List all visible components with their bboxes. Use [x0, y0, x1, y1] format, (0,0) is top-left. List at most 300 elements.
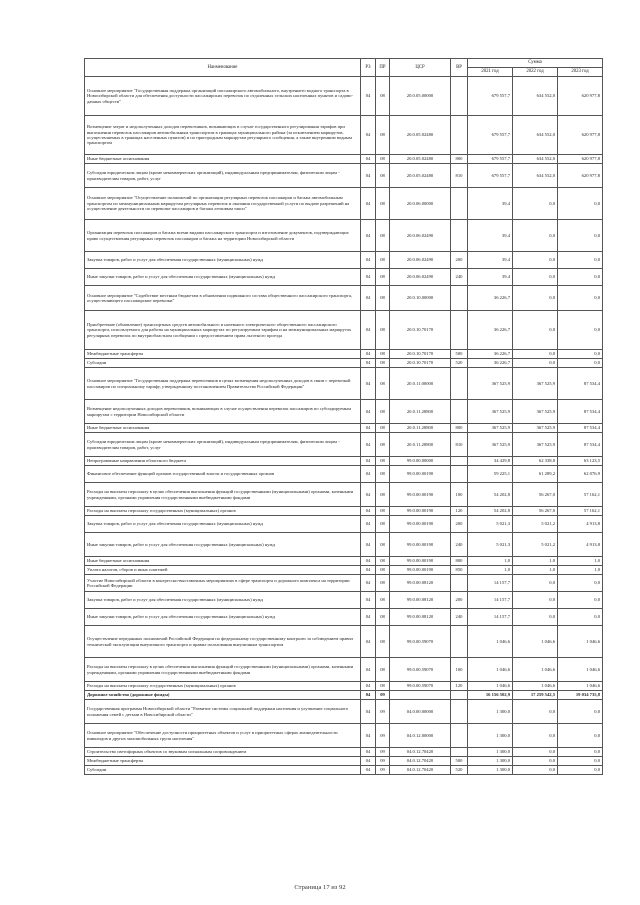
cell-2021: 5 021,3	[468, 533, 513, 557]
cell-csr: 99.0.00.00190	[390, 516, 451, 533]
cell-pr: 08	[376, 188, 390, 220]
cell-2023: 0,0	[558, 609, 603, 626]
cell-rz: 04	[361, 566, 376, 575]
cell-vr: 810	[451, 164, 468, 188]
cell-name: Закупка товаров, работ и услуг для обеспечения государственных (муниципальных) нужд	[85, 592, 361, 609]
table-row	[85, 658, 603, 682]
cell-2022: 1 046,6	[513, 658, 558, 682]
cell-2023: 57 162,1	[558, 507, 603, 516]
cell-2022: 56 267,0	[513, 483, 558, 507]
cell-name: Субсидии	[85, 359, 361, 368]
cell-2021: 1,0	[468, 557, 513, 566]
cell-csr: 99.0.00.59070	[390, 682, 451, 691]
cell-name: Расходы на выплаты персоналу в целях обеспечения выполнения функций государственными (муниципальными) органами, казенными учреждениями, органами управления государственными внебюджетными фондами	[85, 483, 361, 507]
cell-csr: 99.0.00.59070	[390, 626, 451, 658]
cell-2022: 0,0	[513, 766, 558, 775]
cell-vr	[451, 457, 468, 466]
cell-2022: 0,0	[513, 700, 558, 724]
table-row	[85, 368, 603, 400]
cell-name: Основное мероприятие "Государственная поддержка организаций пассажирского автомобильного, внутреннего водного транспорта в Новосибирской области для обеспечения доступности пассажирских перевозок по отдаленных сельских населенных пунктов и садово-дачных обществ"	[85, 77, 361, 116]
header-csr: ЦСР	[390, 59, 451, 77]
cell-rz: 04	[361, 457, 376, 466]
cell-2023: 19 034 735,8	[558, 691, 603, 700]
table-row	[85, 748, 603, 757]
cell-2023: 0,0	[558, 188, 603, 220]
cell-rz: 04	[361, 691, 376, 700]
cell-name: Межбюджетные трансферты	[85, 757, 361, 766]
cell-pr: 08	[376, 350, 390, 359]
table-row	[85, 350, 603, 359]
cell-name: Субсидии юридическим лицам (кроме некоммерческих организаций), индивидуальным предпринимателям, физическим лицам - производителям товаров, работ, услуг	[85, 164, 361, 188]
header-vr: ВР	[451, 59, 468, 77]
cell-2023: 87 534,4	[558, 433, 603, 457]
cell-2021: 34 429,8	[468, 457, 513, 466]
cell-pr: 08	[376, 658, 390, 682]
cell-2021: 679 557,7	[468, 77, 513, 116]
cell-name: Участие Новосибирской области в конгрессно-выставочных мероприятиях в сфере транспорта и дорожного комплекса на территории Российской Федерации	[85, 575, 361, 592]
cell-2022: 5 021,2	[513, 533, 558, 557]
cell-csr: 99.0.00.08120	[390, 575, 451, 592]
cell-2021: 367 525,9	[468, 433, 513, 457]
page-number: Страница 17 из 92	[294, 884, 346, 891]
cell-pr: 09	[376, 724, 390, 748]
table-row	[85, 400, 603, 424]
table-row	[85, 609, 603, 626]
cell-2023: 0,0	[558, 286, 603, 311]
cell-2021: 1 300,0	[468, 700, 513, 724]
cell-vr	[451, 700, 468, 724]
cell-csr: 99.0.00.00000	[390, 457, 451, 466]
table-row	[85, 533, 603, 557]
table-row	[85, 359, 603, 368]
cell-csr: 20.0.05.02480	[390, 116, 451, 155]
cell-csr: 20.0.10.70170	[390, 359, 451, 368]
cell-name: Субсидии	[85, 766, 361, 775]
cell-pr: 09	[376, 748, 390, 757]
cell-2023: 620 977,8	[558, 164, 603, 188]
cell-2021: 14 157,7	[468, 575, 513, 592]
cell-rz: 04	[361, 424, 376, 433]
cell-vr: 800	[451, 155, 468, 164]
cell-2022: 0,0	[513, 269, 558, 286]
table-row	[85, 592, 603, 609]
table-body	[85, 77, 603, 775]
cell-2021: 14 157,7	[468, 592, 513, 609]
cell-2021: 36 226,7	[468, 286, 513, 311]
cell-name: Финансовое обеспечение функций органов государственной власти и государственных органов	[85, 466, 361, 483]
cell-pr: 09	[376, 766, 390, 775]
cell-name: Иные закупки товаров, работ и услуг для обеспечения государственных (муниципальных) нужд	[85, 533, 361, 557]
cell-pr: 08	[376, 483, 390, 507]
cell-2023: 620 977,8	[558, 116, 603, 155]
cell-pr: 08	[376, 424, 390, 433]
cell-2021: 54 202,8	[468, 507, 513, 516]
table-row	[85, 457, 603, 466]
cell-2022: 0,0	[513, 609, 558, 626]
cell-csr: 20.0.05.02480	[390, 164, 451, 188]
cell-name: Иные бюджетные ассигнования	[85, 155, 361, 164]
cell-rz: 04	[361, 188, 376, 220]
cell-name: Иные закупки товаров, работ и услуг для обеспечения государственных (муниципальных) нужд	[85, 609, 361, 626]
table-row	[85, 557, 603, 566]
table-row	[85, 220, 603, 252]
cell-2021: 36 226,7	[468, 359, 513, 368]
cell-vr: 520	[451, 359, 468, 368]
header-sum: Сумма	[468, 59, 603, 68]
cell-vr	[451, 220, 468, 252]
cell-vr: 800	[451, 557, 468, 566]
cell-rz: 04	[361, 220, 376, 252]
cell-2023: 4 913,8	[558, 533, 603, 557]
table-row	[85, 252, 603, 269]
cell-name: Основное мероприятие "Содействие местным бюджетам в обновлении подвижного состава общественного пассажирского транспорта, осуществляющего пассажирские перевозки"	[85, 286, 361, 311]
cell-2021: 59 225,1	[468, 466, 513, 483]
cell-csr: 20.0.10.70170	[390, 350, 451, 359]
cell-name: Закупка товаров, работ и услуг для обеспечения государственных (муниципальных) нужд	[85, 252, 361, 269]
cell-2023: 1,0	[558, 557, 603, 566]
cell-2022: 5 021,2	[513, 516, 558, 533]
cell-vr: 240	[451, 269, 468, 286]
cell-vr	[451, 286, 468, 311]
cell-vr	[451, 724, 468, 748]
cell-2022: 0,0	[513, 286, 558, 311]
table-row	[85, 188, 603, 220]
cell-2022: 367 525,9	[513, 400, 558, 424]
cell-rz: 04	[361, 748, 376, 757]
cell-2023: 0,0	[558, 700, 603, 724]
cell-name: Основное мероприятие "Обеспечение доступности приоритетных объектов и услуг в приоритетных сферах жизнедеятельности инвалидов и других маломобильных групп населения"	[85, 724, 361, 748]
cell-vr: 200	[451, 252, 468, 269]
cell-2023: 0,0	[558, 252, 603, 269]
cell-vr	[451, 116, 468, 155]
budget-sheet	[84, 58, 602, 775]
cell-2023: 1 046,6	[558, 626, 603, 658]
cell-csr: 04.0.00.00000	[390, 700, 451, 724]
cell-csr	[390, 691, 451, 700]
cell-2021: 1 046,6	[468, 658, 513, 682]
cell-pr: 08	[376, 557, 390, 566]
table-row	[85, 116, 603, 155]
cell-rz: 04	[361, 682, 376, 691]
cell-pr: 08	[376, 269, 390, 286]
cell-rz: 04	[361, 350, 376, 359]
cell-rz: 04	[361, 77, 376, 116]
cell-name: Непрограммные направления областного бюджета	[85, 457, 361, 466]
table-row	[85, 757, 603, 766]
cell-2023: 0,0	[558, 592, 603, 609]
cell-2021: 39,4	[468, 220, 513, 252]
table-row	[85, 155, 603, 164]
cell-pr: 08	[376, 311, 390, 350]
table-row	[85, 164, 603, 188]
cell-2021: 5 021,3	[468, 516, 513, 533]
cell-2023: 0,0	[558, 359, 603, 368]
table-row	[85, 700, 603, 724]
header-year-2023: 2023 год	[558, 68, 603, 77]
cell-rz: 04	[361, 400, 376, 424]
cell-2021: 1 046,6	[468, 626, 513, 658]
cell-pr: 08	[376, 155, 390, 164]
table-row	[85, 466, 603, 483]
table-row	[85, 507, 603, 516]
cell-2021: 1 300,0	[468, 724, 513, 748]
cell-2022: 634 552,0	[513, 77, 558, 116]
cell-pr: 08	[376, 77, 390, 116]
cell-2021: 16 156 502,9	[468, 691, 513, 700]
table-row	[85, 766, 603, 775]
cell-name: Иные бюджетные ассигнования	[85, 557, 361, 566]
cell-pr: 09	[376, 757, 390, 766]
cell-2023: 57 162,1	[558, 483, 603, 507]
cell-2022: 0,0	[513, 252, 558, 269]
cell-rz: 04	[361, 311, 376, 350]
cell-name: Дорожное хозяйство (дорожные фонды)	[85, 691, 361, 700]
cell-2022: 62 338,8	[513, 457, 558, 466]
cell-pr: 08	[376, 466, 390, 483]
cell-2023: 87 534,4	[558, 368, 603, 400]
cell-2021: 1,0	[468, 566, 513, 575]
cell-2023: 4 913,8	[558, 516, 603, 533]
cell-2022: 0,0	[513, 757, 558, 766]
cell-2022: 17 259 542,5	[513, 691, 558, 700]
table-row	[85, 286, 603, 311]
cell-name: Расходы на выплаты персоналу в целях обеспечения выполнения функций государственными (муниципальными) органами, казенными учреждениями, органами управления государственными внебюджетными фондами	[85, 658, 361, 682]
cell-2021: 1 046,6	[468, 682, 513, 691]
cell-2023: 0,0	[558, 757, 603, 766]
cell-csr: 99.0.00.00190	[390, 557, 451, 566]
cell-vr	[451, 626, 468, 658]
cell-pr: 09	[376, 700, 390, 724]
cell-csr: 04.0.12.70420	[390, 757, 451, 766]
cell-pr: 08	[376, 116, 390, 155]
cell-name: Государственная программа Новосибирской области "Развитие системы социальной поддержки населения и улучшение социального положения семей с детьми в Новосибирской области"	[85, 700, 361, 724]
cell-vr	[451, 368, 468, 400]
cell-vr: 500	[451, 757, 468, 766]
cell-name: Приобретение (обновление) транспортных средств автомобильного и наземного электрического общественного пассажирского транспорта, используемого для работы на муниципальных маршрутах по регулируемым тарифам и на межмуниципальных маршрутах регулярных перевозок по внутриобластном сообщении с предоставлением права льготного проезда	[85, 311, 361, 350]
cell-vr	[451, 311, 468, 350]
cell-2021: 36 226,7	[468, 311, 513, 350]
cell-rz: 04	[361, 757, 376, 766]
cell-2022: 634 552,0	[513, 164, 558, 188]
cell-vr	[451, 466, 468, 483]
cell-rz: 04	[361, 557, 376, 566]
cell-2023: 620 977,8	[558, 77, 603, 116]
cell-2023: 1 046,6	[558, 682, 603, 691]
cell-name: Уплата налогов, сборов и иных платежей	[85, 566, 361, 575]
cell-rz: 04	[361, 516, 376, 533]
cell-2022: 56 267,0	[513, 507, 558, 516]
cell-pr: 08	[376, 220, 390, 252]
cell-pr: 08	[376, 164, 390, 188]
cell-pr: 08	[376, 533, 390, 557]
header-year-2021: 2021 год	[468, 68, 513, 77]
cell-rz: 04	[361, 433, 376, 457]
table-row	[85, 626, 603, 658]
cell-2021: 367 525,9	[468, 400, 513, 424]
cell-name: Возмещение недополученных доходов перевозчиков, возникающих в случае осуществления перевозок пассажиров по субсидируемым маршрутам с территории Новосибирской области	[85, 400, 361, 424]
cell-2023: 0,0	[558, 220, 603, 252]
cell-2022: 1 046,6	[513, 626, 558, 658]
cell-pr: 08	[376, 592, 390, 609]
cell-2022: 0,0	[513, 748, 558, 757]
cell-2022: 0,0	[513, 724, 558, 748]
cell-2022: 0,0	[513, 350, 558, 359]
cell-pr: 08	[376, 507, 390, 516]
cell-2023: 0,0	[558, 575, 603, 592]
cell-2021: 39,4	[468, 252, 513, 269]
table-header	[85, 59, 603, 77]
cell-2023: 63 123,5	[558, 457, 603, 466]
cell-2021: 679 557,7	[468, 116, 513, 155]
cell-csr: 99.0.00.00190	[390, 507, 451, 516]
cell-rz: 04	[361, 700, 376, 724]
cell-2023: 0,0	[558, 724, 603, 748]
cell-2021: 39,4	[468, 188, 513, 220]
cell-2022: 1 046,6	[513, 682, 558, 691]
cell-rz: 04	[361, 359, 376, 368]
cell-csr: 20.0.11.28800	[390, 433, 451, 457]
cell-vr: 800	[451, 424, 468, 433]
cell-rz: 04	[361, 592, 376, 609]
cell-2021: 1 300,0	[468, 766, 513, 775]
cell-csr: 20.0.11.28800	[390, 424, 451, 433]
cell-2023: 0,0	[558, 766, 603, 775]
cell-2023: 87 534,4	[558, 424, 603, 433]
cell-rz: 04	[361, 368, 376, 400]
cell-name: Основное мероприятие "Осуществление полномочий по организации регулярных перевозок пассажиров и багажа автомобильным транспортом по межмуниципальным маршрутам регулярных перевозок и оказания государственной услуги по выдаче разрешений на осуществление деятельности по перевозке пассажиров и багажа легковым такси"	[85, 188, 361, 220]
cell-vr: 240	[451, 533, 468, 557]
cell-2022: 634 552,0	[513, 155, 558, 164]
cell-csr: 99.0.00.00190	[390, 483, 451, 507]
cell-vr: 240	[451, 609, 468, 626]
table-row	[85, 575, 603, 592]
cell-rz: 04	[361, 155, 376, 164]
cell-2021: 54 202,8	[468, 483, 513, 507]
cell-csr: 20.0.06.02490	[390, 220, 451, 252]
cell-pr: 08	[376, 252, 390, 269]
cell-name: Субсидии юридическим лицам (кроме некоммерческих организаций), индивидуальным предпринимателям, физическим лицам - производителям товаров, работ, услуг	[85, 433, 361, 457]
cell-2021: 679 557,7	[468, 164, 513, 188]
cell-name: Межбюджетные трансферты	[85, 350, 361, 359]
cell-2021: 1 300,0	[468, 748, 513, 757]
cell-csr: 04.0.12.00000	[390, 724, 451, 748]
cell-2023: 0,0	[558, 311, 603, 350]
cell-vr: 100	[451, 483, 468, 507]
cell-2023: 62 076,9	[558, 466, 603, 483]
cell-rz: 04	[361, 658, 376, 682]
cell-vr: 100	[451, 658, 468, 682]
cell-2022: 61 289,2	[513, 466, 558, 483]
cell-name: Иные закупки товаров, работ и услуг для обеспечения государственных (муниципальных) нужд	[85, 269, 361, 286]
cell-2021: 1 300,0	[468, 757, 513, 766]
header-pr: ПР	[376, 59, 390, 77]
cell-rz: 04	[361, 252, 376, 269]
cell-2021: 367 525,9	[468, 424, 513, 433]
cell-pr: 08	[376, 566, 390, 575]
table-row	[85, 691, 603, 700]
cell-2023: 1,0	[558, 566, 603, 575]
table-row	[85, 516, 603, 533]
table-row	[85, 311, 603, 350]
cell-2022: 367 525,9	[513, 368, 558, 400]
cell-name: Расходы на выплаты персоналу государственных (муниципальных) органов	[85, 507, 361, 516]
cell-rz: 04	[361, 507, 376, 516]
cell-pr: 08	[376, 516, 390, 533]
cell-rz: 04	[361, 164, 376, 188]
cell-2022: 0,0	[513, 220, 558, 252]
cell-rz: 04	[361, 286, 376, 311]
cell-2021: 39,4	[468, 269, 513, 286]
header-year-2022: 2022 год	[513, 68, 558, 77]
cell-2023: 87 534,4	[558, 400, 603, 424]
table-row	[85, 77, 603, 116]
cell-vr	[451, 77, 468, 116]
cell-csr: 20.0.10.70170	[390, 311, 451, 350]
cell-csr: 20.0.06.00000	[390, 188, 451, 220]
cell-rz: 04	[361, 533, 376, 557]
cell-2022: 0,0	[513, 188, 558, 220]
cell-pr: 08	[376, 609, 390, 626]
cell-vr	[451, 691, 468, 700]
cell-csr: 99.0.00.00190	[390, 533, 451, 557]
cell-rz: 04	[361, 483, 376, 507]
cell-csr: 20.0.10.00000	[390, 286, 451, 311]
cell-pr: 09	[376, 691, 390, 700]
cell-name: Возмещение затрат и недополученных доходов перевозчиков, возникающих в случае государственного регулирования тарифов при выполнении перевозок пассажиров автомобильным транспортом в границах муниципального района (за исключением маршрутов, осуществляемых в границах населенных пунктов) и по пригородным маршрутам регулярного сообщения, а также внутренним водным транспортом	[85, 116, 361, 155]
cell-rz: 04	[361, 269, 376, 286]
cell-csr: 99.0.00.08120	[390, 609, 451, 626]
cell-rz: 04	[361, 575, 376, 592]
cell-csr: 99.0.00.08120	[390, 592, 451, 609]
cell-pr: 08	[376, 682, 390, 691]
cell-2023: 0,0	[558, 748, 603, 757]
cell-csr: 20.0.11.00000	[390, 368, 451, 400]
cell-csr: 20.0.05.00000	[390, 77, 451, 116]
cell-csr: 99.0.00.59070	[390, 658, 451, 682]
cell-2021: 367 525,9	[468, 368, 513, 400]
header-name: Наименование	[85, 59, 361, 77]
budget-table	[84, 58, 603, 775]
cell-csr: 20.0.05.02480	[390, 155, 451, 164]
cell-2022: 634 552,0	[513, 116, 558, 155]
cell-2022: 1,0	[513, 557, 558, 566]
cell-pr: 08	[376, 368, 390, 400]
header-rz: РЗ	[361, 59, 376, 77]
table-row	[85, 566, 603, 575]
cell-vr: 810	[451, 433, 468, 457]
cell-2022: 367 525,9	[513, 433, 558, 457]
cell-pr: 08	[376, 457, 390, 466]
cell-2022: 0,0	[513, 359, 558, 368]
cell-2023: 0,0	[558, 269, 603, 286]
cell-vr: 200	[451, 516, 468, 533]
cell-pr: 08	[376, 626, 390, 658]
cell-rz: 04	[361, 466, 376, 483]
cell-csr: 99.0.00.00190	[390, 466, 451, 483]
cell-pr: 08	[376, 359, 390, 368]
table-row	[85, 269, 603, 286]
cell-csr: 20.0.06.02490	[390, 269, 451, 286]
cell-2023: 0,0	[558, 350, 603, 359]
cell-csr: 04.0.12.70420	[390, 748, 451, 757]
cell-rz: 04	[361, 609, 376, 626]
cell-name: Основное мероприятие "Государственная поддержка перевозчиков в целях возмещения недополученных доходов в связи с перевозкой пассажиров по специальному тарифу, утвержденному постановлением Правительства Российской Федерации"	[85, 368, 361, 400]
cell-name: Организация перевозок пассажиров и багажа всеми видами пассажирского транспорта и изготовление документов, подтверждающих право осуществления регулярных перевозок пассажиров и багажа на территории Новосибирской области	[85, 220, 361, 252]
cell-2022: 0,0	[513, 592, 558, 609]
cell-rz: 04	[361, 116, 376, 155]
cell-name: Расходы на выплаты персоналу государственных (муниципальных) органов	[85, 682, 361, 691]
cell-vr	[451, 400, 468, 424]
